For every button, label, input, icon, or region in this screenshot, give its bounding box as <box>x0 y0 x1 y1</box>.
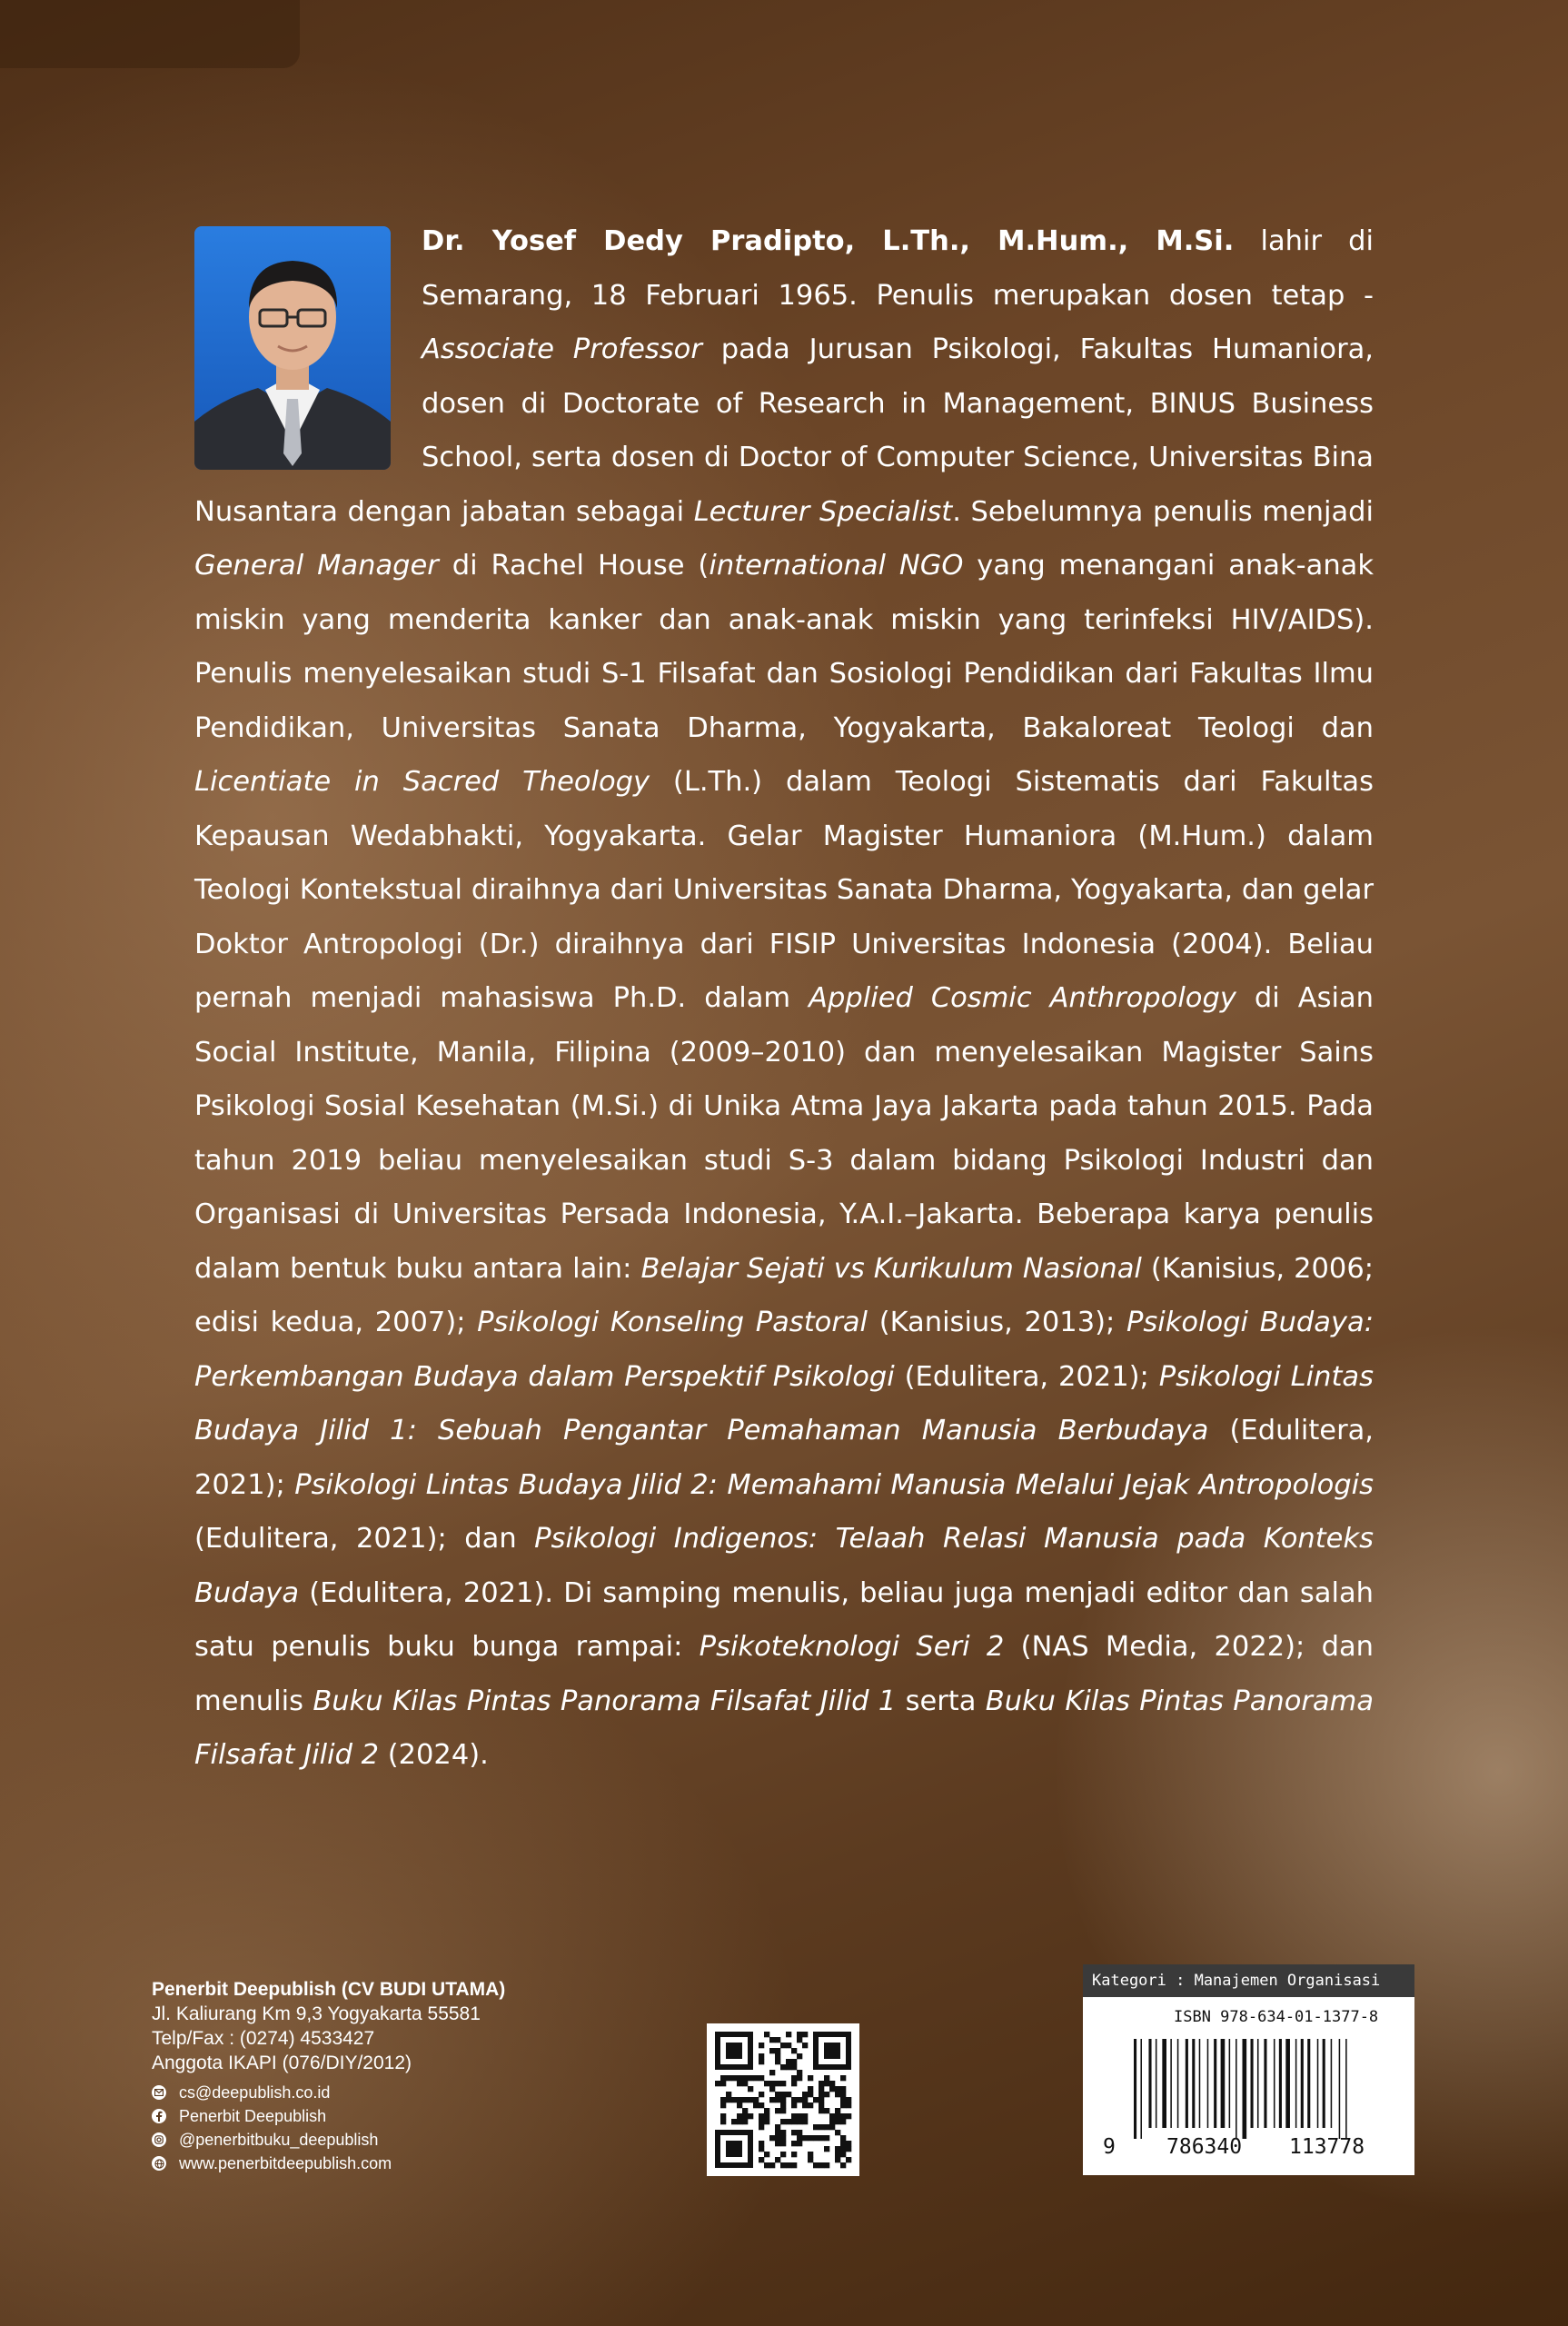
bio-text-run: (Edulitera, 2021); <box>194 1415 1374 1501</box>
publisher-info <box>152 1977 624 2175</box>
globe-icon <box>152 2156 166 2171</box>
top-corner-tab <box>0 0 300 68</box>
bio-italic-run: Psikologi Budaya: Perkembangan Budaya dalam Perspektif Psikologi <box>194 1307 1374 1393</box>
bio-italic-run: international NGO <box>709 550 964 582</box>
contact-facebook-text: Penerbit Deepublish <box>179 2106 327 2125</box>
contact-instagram-text: @penerbitbuku_deepublish <box>179 2130 379 2149</box>
bio-text-run: (Kanisius, 2006; edisi kedua, 2007); <box>194 1252 1374 1338</box>
bio-text-run: lahir di Semarang, 18 Februari 1965. Penulis merupakan dosen tetap - <box>422 225 1374 312</box>
contact-instagram[interactable] <box>152 2128 624 2152</box>
contact-list <box>152 2081 624 2175</box>
bio-text-run: pada Jurusan Psikologi, Fakultas Humaniora, dosen di Doctorate of Research in Management, BINUS Business School, serta dosen di Doctor of Computer Science, Universitas Bina Nusantara dengan jabatan sebagai <box>194 333 1374 528</box>
publisher-name: Penerbit Deepublish (CV BUDI UTAMA) <box>152 1979 506 2000</box>
bio-text-run: . Sebelumnya penulis menjadi <box>952 495 1374 528</box>
publisher-membership: Anggota IKAPI (076/DIY/2012) <box>152 2053 412 2073</box>
bio-text-run: serta <box>896 1685 986 1717</box>
photo-spacer <box>194 214 422 478</box>
bio-text-run: (NAS Media, 2022); dan menulis <box>194 1631 1374 1717</box>
bio-text-run: (Kanisius, 2013); <box>868 1307 1126 1338</box>
email-icon <box>152 2085 166 2100</box>
isbn-label: ISBN 978-634-01-1377-8 <box>1174 2008 1379 2026</box>
facebook-icon <box>152 2109 166 2123</box>
barcode <box>1134 2039 1388 2139</box>
bio-text-run: yang menangani anak-anak miskin yang menderita kanker dan anak-anak miskin yang terinfeksi HIV/AIDS). Penulis menyelesaikan studi S-1 Filsafat dan Sosiologi Pendidikan dari Fakultas Ilmu Pendidikan, Universitas Sanata Dharma, Yogyakarta, Bakaloreat Teologi dan <box>194 550 1374 744</box>
bio-text-run: (Edulitera, 2021); <box>894 1360 1159 1393</box>
contact-website[interactable] <box>152 2152 624 2175</box>
bio-italic-run: Belajar Sejati vs Kurikulum Nasional <box>640 1252 1142 1285</box>
bio-italic-run: Psikologi Lintas Budaya Jilid 1: Sebuah Pengantar Pemahaman Manusia Berbudaya <box>194 1360 1374 1446</box>
bio-italic-run: General Manager <box>194 550 439 582</box>
bio-italic-run: Lecturer Specialist <box>693 495 953 528</box>
publisher-address: Jl. Kaliurang Km 9,3 Yogyakarta 55581 <box>152 2003 481 2024</box>
bio-italic-run: Associate Professor <box>422 333 702 365</box>
bio-italic-run: Psikologi Indigenos: Telaah Relasi Manusia pada Konteks Budaya <box>194 1523 1374 1609</box>
qr-code[interactable] <box>707 2023 859 2176</box>
bio-italic-run: Licentiate in Sacred Theology <box>194 766 650 798</box>
contact-email-text: cs@deepublish.co.id <box>179 2082 331 2102</box>
bio-text-run: (Edulitera, 2021); dan <box>194 1523 535 1555</box>
contact-facebook[interactable] <box>152 2104 624 2128</box>
bio-text-run: di Rachel House ( <box>438 550 710 582</box>
isbn-block <box>1083 1964 1414 2175</box>
bio-text-run: (L.Th.) dalam Teologi Sistematis dari Fakultas Kepausan Wedabhakti, Yogyakarta. Gelar Magister Humaniora (M.Hum.) dalam Teologi Kontekstual diraihnya dari Universitas Sanata Dharma, Yogyakarta, dan gelar Doktor Antropologi (Dr.) diraihnya dari FISIP Universitas Indonesia (2004). Beliau pernah menjadi mahasiswa Ph.D. dalam <box>194 766 1374 1014</box>
author-name: Dr. Yosef Dedy Pradipto, L.Th., M.Hum., M.Si. <box>422 225 1235 257</box>
barcode-digit-first: 9 <box>1103 2135 1116 2159</box>
category-label: Kategori : Manajemen Organisasi <box>1083 1964 1414 1997</box>
contact-website-text: www.penerbitdeepublish.com <box>179 2153 392 2172</box>
bio-italic-run: Psikologi Lintas Budaya Jilid 2: Memahami Manusia Melalui Jejak Antropologis <box>294 1468 1374 1501</box>
contact-email[interactable] <box>152 2081 624 2104</box>
barcode-digits-left: 786340 <box>1166 2135 1243 2159</box>
author-bio <box>194 214 1374 1783</box>
bio-italic-run: Buku Kilas Pintas Panorama Filsafat Jilid 2 <box>194 1685 1374 1771</box>
bio-text-run: di Asian Social Institute, Manila, Filipina (2009–2010) dan menyelesaikan Magister Sains Psikologi Sosial Kesehatan (M.Si.) di Unika Atma Jaya Jakarta pada tahun 2015. Pada tahun 2019 beliau menyelesaikan studi S-3 dalam bidang Psikologi Industri dan Organisasi di Universitas Persada Indonesia, Y.A.I.–Jakarta. Beberapa karya penulis dalam bentuk buku antara lain: <box>194 982 1374 1285</box>
bio-italic-run: Psikologi Konseling Pastoral <box>477 1307 868 1338</box>
instagram-icon <box>152 2132 166 2147</box>
barcode-digits-right: 113778 <box>1289 2135 1365 2159</box>
bio-text-run: (Edulitera, 2021). Di samping menulis, beliau juga menjadi editor dan salah satu penulis buku bunga rampai: <box>194 1576 1374 1663</box>
barcode-box <box>1083 1997 1414 2175</box>
bio-italic-run: Psikoteknologi Seri 2 <box>699 1631 1005 1663</box>
bio-text-run: (2024). <box>379 1739 489 1771</box>
bio-italic-run: Buku Kilas Pintas Panorama Filsafat Jilid 1 <box>313 1685 897 1717</box>
bio-italic-run: Applied Cosmic Anthropology <box>809 982 1236 1014</box>
publisher-phone: Telp/Fax : (0274) 4533427 <box>152 2028 375 2049</box>
